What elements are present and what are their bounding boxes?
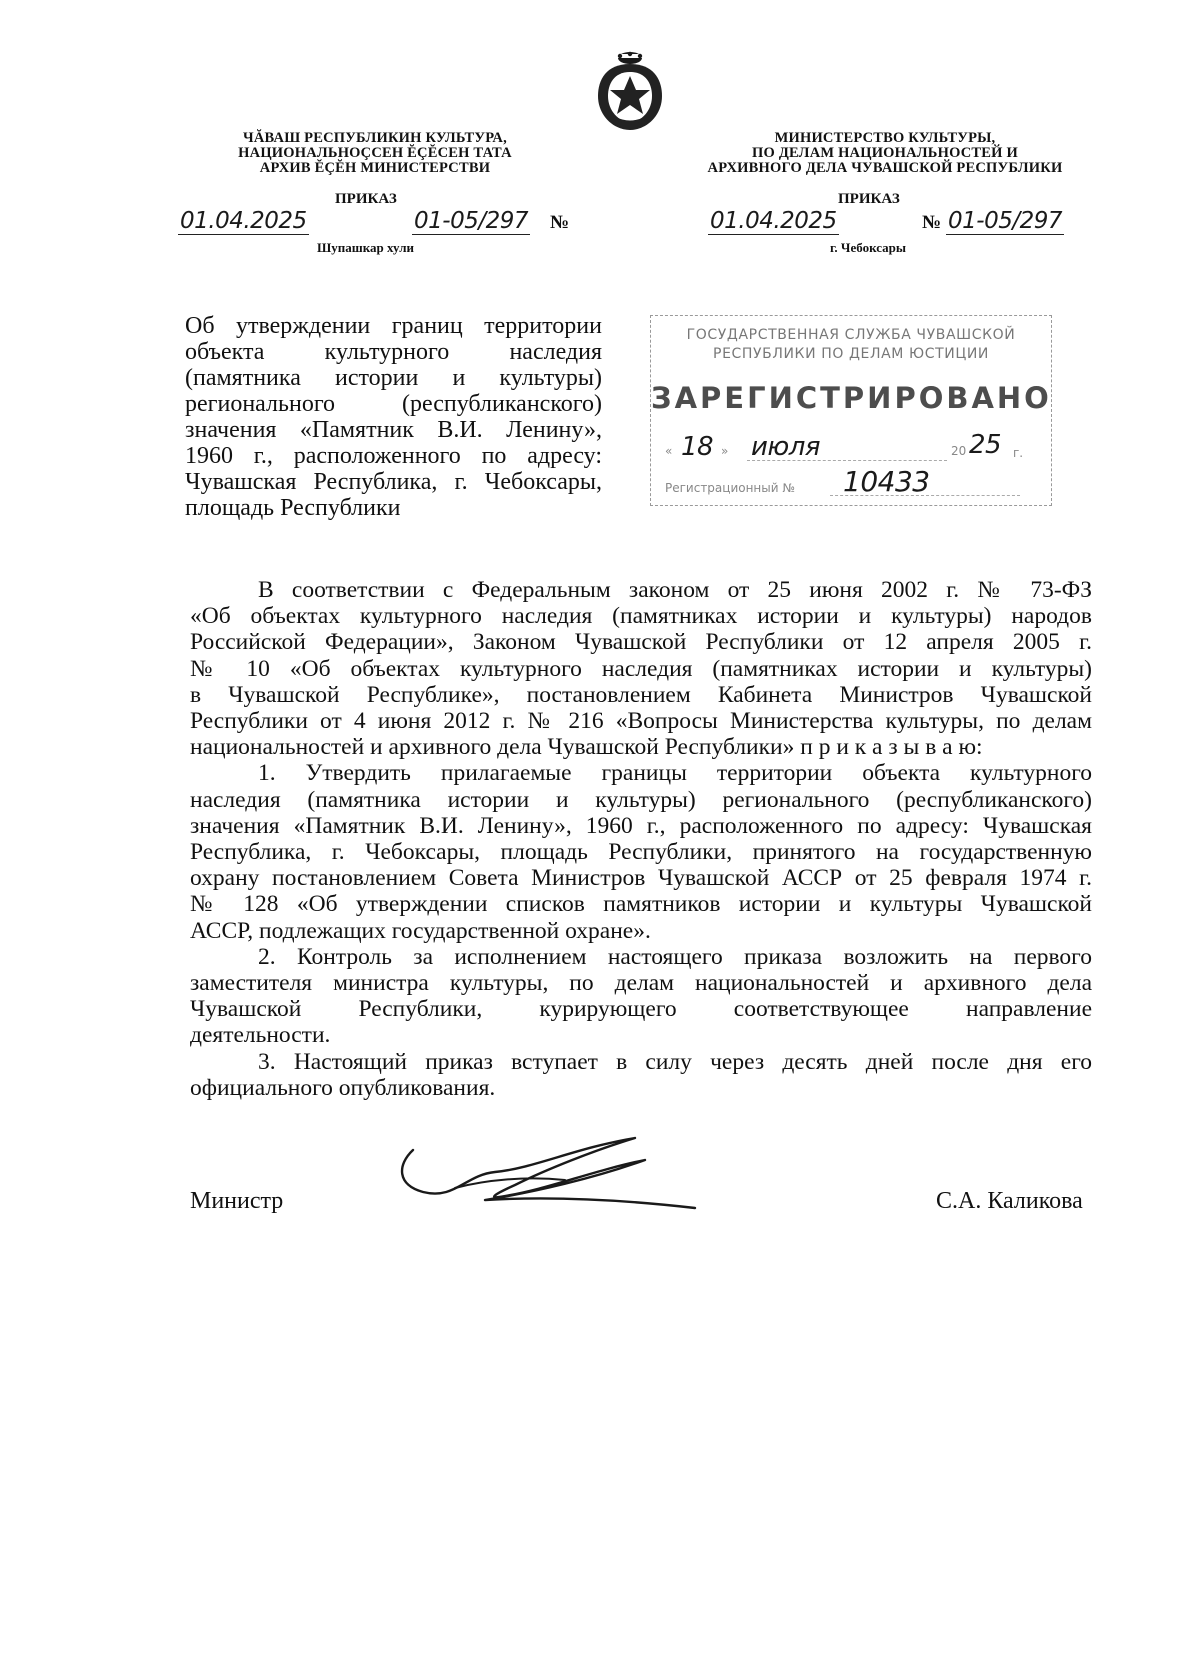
header-left-block <box>205 131 545 176</box>
signatory-name: С.А. Каликова <box>936 1188 1083 1214</box>
stamp-org-line-1: ГОСУДАРСТВЕННАЯ СЛУЖБА ЧУВАШСКОЙ <box>686 327 1016 343</box>
header-right-line-3: АРХИВНОГО ДЕЛА ЧУВАШСКОЙ РЕСПУБЛИКИ <box>707 160 1063 176</box>
body-line: заместителя министра культуры, по делам национальностей и архивного дела <box>190 970 1092 997</box>
body-line: № 10 «Об объектах культурного наследия (памятниках истории и культуры) <box>190 655 1092 682</box>
body-line: официального опубликования. <box>190 1074 496 1101</box>
stamp-year-mark: г. <box>1013 446 1024 460</box>
header-left-line-2: НАЦИОНАЛЬНОÇСЕН ĔÇĔСЕН ТАТА <box>238 145 512 161</box>
subject-line: Об утверждении границ территории <box>185 313 602 339</box>
subject-line: 1960 г., расположенного по адресу: <box>185 443 602 469</box>
body-line: в Чувашской Республике», постановлением Кабинета Министров Чувашской <box>190 681 1092 708</box>
order-word-right: ПРИКАЗ <box>838 191 900 207</box>
body-line: значения «Памятник В.И. Ленину», 1960 г., расположенного по адресу: Чувашская <box>190 812 1092 839</box>
body-line: охрану постановлением Совета Министров Чувашской АССР от 25 февраля 1974 г. <box>190 865 1092 892</box>
body-line: № 128 «Об утверждении списков памятников истории и культуры Чувашской <box>190 891 1092 918</box>
signatory-title: Министр <box>190 1188 284 1214</box>
header-right-line-1: МИНИСТЕРСТВО КУЛЬТУРЫ, <box>774 130 996 146</box>
order-date-right: 01.04.2025 <box>710 208 837 234</box>
stamp-title: ЗАРЕГИСТРИРОВАНО <box>651 381 1052 415</box>
place-right: г. Чебоксары <box>830 240 907 255</box>
stamp-month: июля <box>751 432 821 462</box>
stamp-year-prefix: 20 <box>951 444 967 458</box>
subject-line: (памятника истории и культуры) <box>185 365 602 391</box>
subject-line: регионального (республиканского) <box>185 391 602 417</box>
header-right-line-2: ПО ДЕЛАМ НАЦИОНАЛЬНОСТЕЙ И <box>752 145 1018 161</box>
body-line: Республика, г. Чебоксары, площадь Республики, принятого на государственную <box>190 839 1092 866</box>
subject-line: Чувашская Республика, г. Чебоксары, <box>185 469 602 495</box>
header-right-block <box>665 131 1105 176</box>
body-line: Республики от 4 июня 2012 г. № 216 «Вопросы Министерства культуры, по делам <box>190 708 1092 735</box>
body-line: 1. Утвердить прилагаемые границы территории объекта культурного <box>258 760 1092 787</box>
order-number-left: 01-05/297 <box>414 208 528 234</box>
order-body <box>190 577 1092 1101</box>
body-line: 2. Контроль за исполнением настоящего приказа возложить на первого <box>258 943 1092 970</box>
stamp-org-line-2: РЕСПУБЛИКИ ПО ДЕЛАМ ЮСТИЦИИ <box>713 346 989 362</box>
stamp-regno-label: Регистрационный № <box>665 481 795 495</box>
body-line: наследия (памятника истории и культуры) регионального (республиканского) <box>190 786 1092 813</box>
body-line: 3. Настоящий приказ вступает в силу через десять дней после дня его <box>258 1048 1092 1075</box>
order-number-right: 01-05/297 <box>948 208 1062 234</box>
body-line: национальностей и архивного дела Чувашской Республики» п р и к а з ы в а ю: <box>190 734 983 761</box>
subject-line: площадь Республики <box>185 495 401 521</box>
body-line: «Об объектах культурного наследия (памятниках истории и культуры) народов <box>190 603 1092 630</box>
header-left-line-3: АРХИВ ĔÇĔН МИНИСТЕРСТВИ <box>259 160 491 176</box>
order-date-left: 01.04.2025 <box>180 208 307 234</box>
stamp-regno: 10433 <box>843 465 930 498</box>
body-line: В соответствии с Федеральным законом от 25 июня 2002 г. № 73-ФЗ <box>258 577 1092 603</box>
stamp-regno-row <box>665 465 1035 501</box>
body-line: Чувашской Республики, курирующего соответствующее направление <box>190 996 1092 1023</box>
number-sign-right: № <box>922 212 942 233</box>
stamp-date-row: « 18 » июля 20 25 г. <box>665 430 1024 462</box>
place-left: Шупашкар хули <box>317 240 414 255</box>
body-line: Российской Федерации», Законом Чувашской Республики от 12 апреля 2005 г. <box>190 629 1092 656</box>
handwritten-signature <box>395 1130 705 1225</box>
subject-line: значения «Памятник В.И. Ленину», <box>185 417 602 443</box>
order-word-left: ПРИКАЗ <box>335 191 397 207</box>
stamp-organization <box>651 326 1051 364</box>
stamp-day: 18 <box>681 432 714 462</box>
body-line: деятельности. <box>190 1022 331 1049</box>
stamp-year-suffix: 25 <box>969 430 1002 460</box>
coat-of-arms-emblem <box>586 46 674 134</box>
body-line: АССР, подлежащих государственной охране». <box>190 917 651 944</box>
subject-line: объекта культурного наследия <box>185 339 602 365</box>
order-subject <box>185 313 602 521</box>
header-left-line-1: ЧĂВАШ РЕСПУБЛИКИН КУЛЬТУРА, <box>243 130 507 146</box>
registration-stamp <box>650 315 1052 506</box>
number-sign-left: № <box>550 212 570 233</box>
